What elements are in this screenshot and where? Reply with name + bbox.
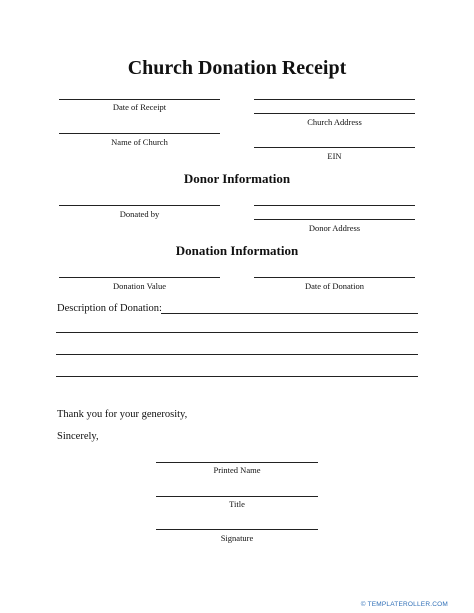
- donation-value-label: Donation Value: [113, 281, 166, 291]
- sincerely-text: Sincerely,: [57, 431, 99, 442]
- donated-by-label: Donated by: [119, 209, 160, 219]
- church-address-line-1[interactable]: [254, 99, 415, 100]
- thank-you-text: Thank you for your generosity,: [57, 409, 188, 420]
- templateroller-footer-link[interactable]: © TEMPLATEROLLER.COM: [360, 601, 448, 608]
- printed-name-label: Printed Name: [213, 465, 261, 475]
- donor-information-heading: Donor Information: [183, 171, 291, 186]
- signature-line[interactable]: [156, 529, 318, 530]
- description-label: Description of Donation:: [57, 303, 162, 314]
- description-line-2[interactable]: [56, 332, 418, 333]
- date-of-receipt-label: Date of Receipt: [112, 102, 167, 112]
- title-line[interactable]: [156, 496, 318, 497]
- ein-line[interactable]: [254, 147, 415, 148]
- description-line-4[interactable]: [56, 376, 418, 377]
- date-of-donation-line[interactable]: [254, 277, 415, 278]
- date-of-receipt-line[interactable]: [59, 99, 220, 100]
- church-address-label: Church Address: [307, 117, 362, 127]
- date-of-donation-label: Date of Donation: [304, 281, 364, 291]
- title-label: Title: [229, 499, 245, 509]
- document-title: Church Donation Receipt: [127, 57, 347, 79]
- church-address-line-2[interactable]: [254, 113, 415, 114]
- signature-label: Signature: [220, 533, 254, 543]
- name-of-church-label: Name of Church: [111, 137, 168, 147]
- donor-address-label: Donor Address: [308, 223, 361, 233]
- printed-name-line[interactable]: [156, 462, 318, 463]
- ein-label: EIN: [327, 151, 342, 161]
- donor-address-line-1[interactable]: [254, 205, 415, 206]
- name-of-church-line[interactable]: [59, 133, 220, 134]
- donation-value-line[interactable]: [59, 277, 220, 278]
- description-line-1[interactable]: [161, 313, 418, 314]
- donated-by-line[interactable]: [59, 205, 220, 206]
- donation-information-heading: Donation Information: [175, 243, 299, 258]
- description-line-3[interactable]: [56, 354, 418, 355]
- donor-address-line-2[interactable]: [254, 219, 415, 220]
